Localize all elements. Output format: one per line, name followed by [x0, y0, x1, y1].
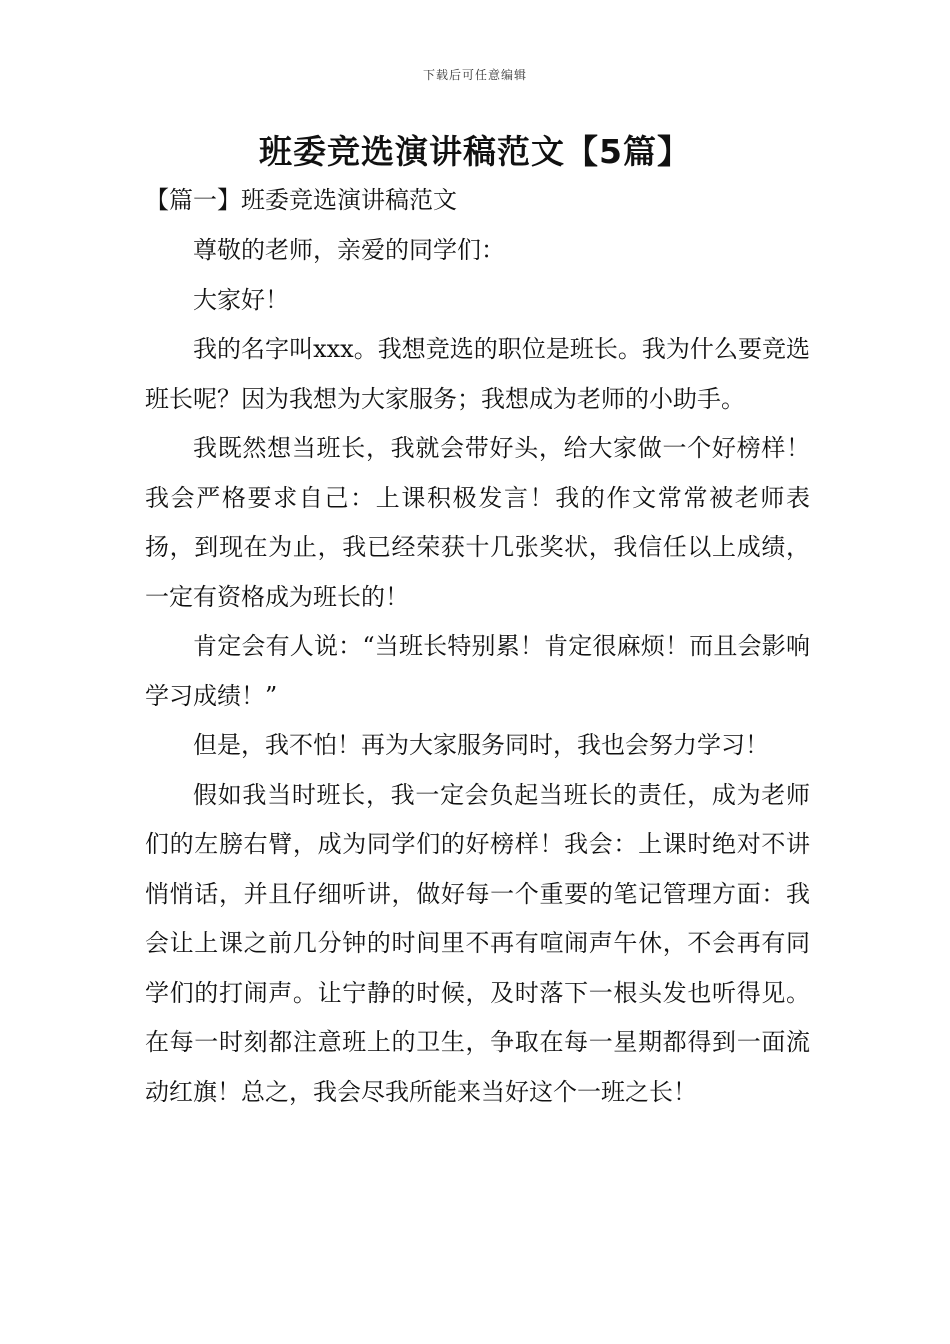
paragraph-greeting: 大家好！: [193, 285, 289, 314]
header-note: 下载后可任意编辑: [422, 68, 527, 82]
paragraph-response: 但是，我不怕！再为大家服务同时，我也会努力学习！: [193, 731, 769, 759]
paragraph-salutation: 尊敬的老师，亲爱的同学们：: [193, 236, 505, 264]
document-title: 班委竞选演讲稿范文【5篇】: [259, 132, 691, 171]
document-body: [145, 226, 810, 1117]
paragraph-introduction: 我的名字叫xxx。我想竞选的职位是班长。我为什么要竞选班长呢？因为我想为大家服务；我想成为老师的小助手。: [145, 335, 810, 413]
paragraph-objection: 肯定会有人说：“当班长特别累！肯定很麻烦！而且会影响学习成绩！”: [145, 632, 810, 710]
paragraph-plans: 假如我当时班长，我一定会负起当班长的责任，成为老师们的左膀右臂，成为同学们的好榜样！我会：上课时绝对不讲悄悄话，并且仔细听讲，做好每一个重要的笔记管理方面：我会让上课之前几分钟的时间里不再有喧闹声午休，不会再有同学们的打闹声。让宁静的时候，及时落下一根头发也听得见。在每一时刻都注意班上的卫生，争取在每一星期都得到一面流动红旗！总之，我会尽我所能来当好这个一班之长！: [145, 780, 810, 1106]
section-heading: 【篇一】班委竞选演讲稿范文: [145, 186, 457, 214]
paragraph-role-model: 我既然想当班长，我就会带好头，给大家做一个好榜样！我会严格要求自己：上课积极发言！我的作文常常被老师表扬，到现在为止，我已经荣获十几张奖状，我信任以上成绩，一定有资格成为班长的！: [145, 434, 810, 611]
